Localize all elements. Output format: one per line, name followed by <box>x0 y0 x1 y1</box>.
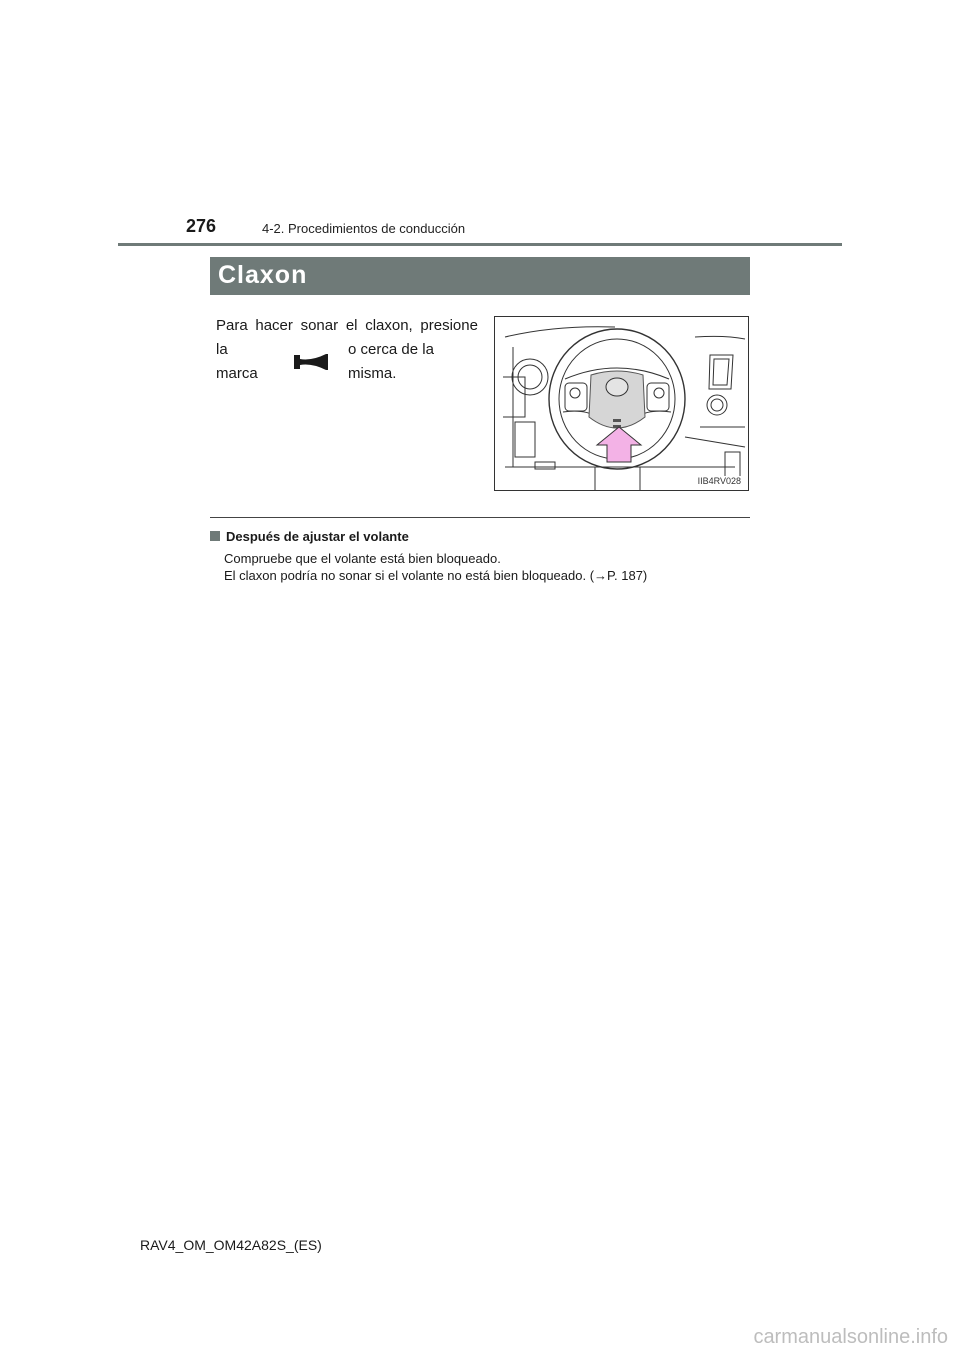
intro-word: el <box>345 317 358 334</box>
note-line: Compruebe que el volante está bien bloqueado. <box>224 551 501 566</box>
horn-icon <box>292 352 330 372</box>
intro-line-1 <box>216 314 478 338</box>
intro-text-before-icon: la marca <box>216 341 258 382</box>
header-rule <box>118 243 842 246</box>
bullet-square-icon <box>210 531 220 541</box>
title-bar <box>210 257 750 295</box>
intro-line-2 <box>216 338 478 386</box>
intro-word: presione <box>420 317 478 334</box>
watermark: carmanualsonline.info <box>753 1326 948 1348</box>
intro-text-after-icon: o cerca de la misma. <box>348 341 434 382</box>
footer-doc-id: RAV4_OM_OM42A82S_(ES) <box>140 1237 322 1253</box>
section-heading: 4-2. Procedimientos de conducción <box>262 221 466 236</box>
intro-word: hacer <box>255 317 293 334</box>
figure-code: IIB4RV028 <box>697 476 741 486</box>
note-heading <box>210 529 409 544</box>
steering-wheel-illustration <box>494 316 749 491</box>
note-line: El claxon podría no sonar si el volante no está bien bloqueado. (→P. 187) <box>224 568 648 583</box>
intro-word: sonar <box>300 317 339 334</box>
section-divider <box>210 517 750 518</box>
intro-word: claxon, <box>365 317 413 334</box>
page-number: 276 <box>186 216 217 236</box>
steering-wheel-drawing <box>495 317 749 491</box>
intro-word: Para <box>216 317 248 334</box>
note-heading-text: Después de ajustar el volante <box>226 529 409 544</box>
page-title: Claxon <box>218 261 308 289</box>
intro-text <box>216 314 478 386</box>
note-body <box>224 550 647 584</box>
